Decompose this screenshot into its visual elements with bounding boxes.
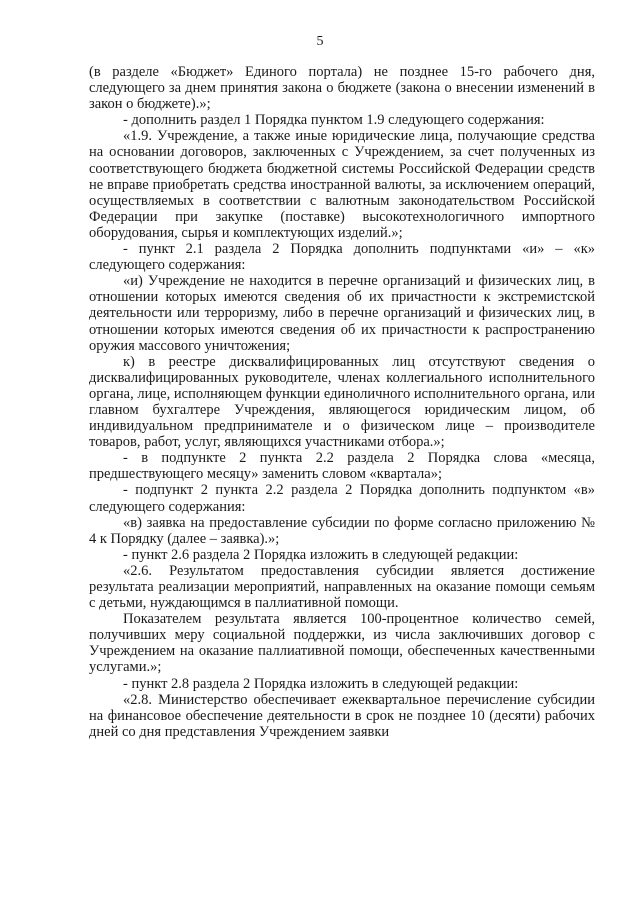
paragraph: (в разделе «Бюджет» Единого портала) не позднее 15-го рабочего дня, следующего за днем принятия закона о бюджете (закона о внесении изменений в закон о бюджете).»; [89, 64, 595, 113]
paragraph: - пункт 2.1 раздела 2 Порядка дополнить подпунктами «и» – «к» следующего содержания: [89, 241, 595, 274]
paragraph: - дополнить раздел 1 Порядка пунктом 1.9 следующего содержания: [123, 112, 545, 129]
paragraph: - пункт 2.8 раздела 2 Порядка изложить в следующей редакции: [123, 675, 519, 692]
paragraph: «1.9. Учреждение, а также иные юридические лица, получающие средства на основании договоров, заключенных с Учреждением, за счет полученных из соответствующего бюджета бюджетной системы Российской Федерации средств не вправе приобретать средства иностранной валюты, за исключением операций, осуществляемых в соответствии с валютным законодательством Российской Федерации при закупке (поставке) высокотехнологичного импортного оборудования, сырья и комплектующих изделий.»; [89, 128, 595, 241]
paragraph: «и) Учреждение не находится в перечне организаций и физических лиц, в отношении которых имеются сведения об их причастности к экстремистской деятельности или терроризму, либо в перечне организаций и физических лиц, в отношении которых имеются сведения об их причастности к распространению оружия массового уничтожения; [89, 273, 595, 354]
paragraph: - в подпункте 2 пункта 2.2 раздела 2 Порядка слова «месяца, предшествующего месяцу» заменить словом «квартала»; [89, 450, 595, 483]
page-number: 5 [316, 34, 324, 49]
paragraph: - подпункт 2 пункта 2.2 раздела 2 Порядка дополнить подпунктом «в» следующего содержания: [89, 482, 595, 515]
paragraph: к) в реестре дисквалифицированных лиц отсутствуют сведения о дисквалифицированных руководителе, членах коллегиального исполнительного органа, лице, исполняющем функции единоличного исполнительного органа, или главном бухгалтере Учреждения, являющегося юридическим лицом, об индивидуальном предпринимателе и о физическом лице – производителе товаров, работ, услуг, являющихся участниками отбора.»; [89, 353, 595, 451]
paragraph: Показателем результата является 100-процентное количество семей, получивших меру социальной поддержки, из числа заключивших договор с Учреждением на оказание паллиативной помощи, обеспеченных качественными услугами.»; [89, 611, 595, 676]
paragraph: - пункт 2.6 раздела 2 Порядка изложить в следующей редакции: [123, 546, 519, 563]
paragraph: «в) заявка на предоставление субсидии по форме согласно приложению № 4 к Порядку (далее – заявка).»; [89, 514, 595, 547]
paragraph: «2.8. Министерство обеспечивает ежеквартальное перечисление субсидии на финансовое обеспечение деятельности в срок не позднее 10 (десяти) рабочих дней со дня представления Учреждением заявки [89, 691, 595, 740]
paragraph: «2.6. Результатом предоставления субсидии является достижение результата реализации мероприятий, направленных на оказание помощи семьям с детьми, нуждающимся в паллиативной помощи. [89, 562, 595, 612]
document-body [89, 64, 595, 740]
